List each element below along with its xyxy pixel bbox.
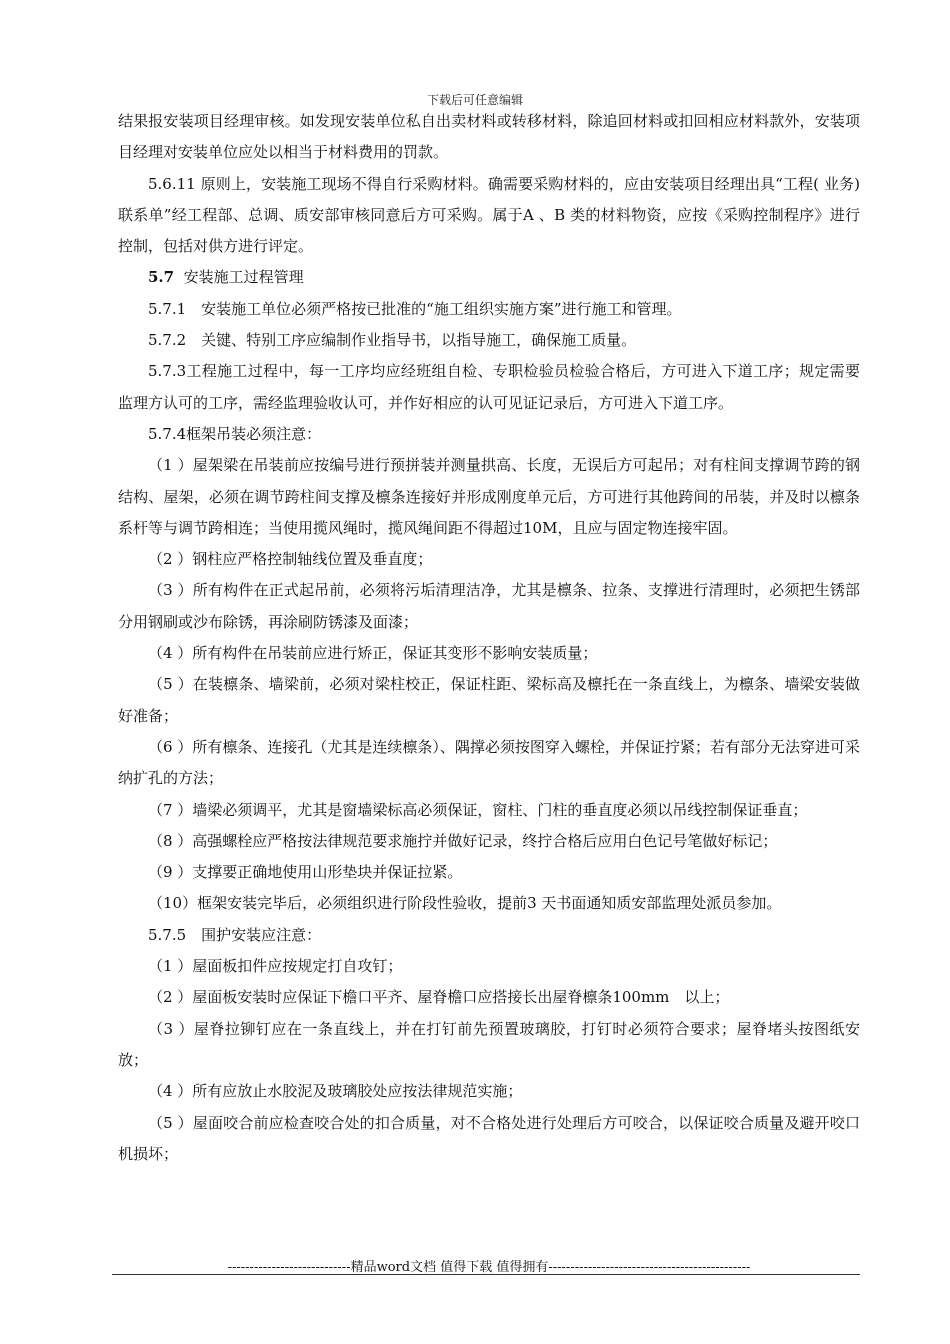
- paragraph: 5.7.3工程施工过程中，每一工序均应经班组自检、专职检验员检验合格后，方可进入下道工序；规定需要监理方认可的工序，需经监理验收认可，并作好相应的认可见证记录后，方可进入下道工序。: [118, 362, 860, 412]
- paragraph: 5.7.1 安装施工单位必须严格按已批准的“施工组织实施方案”进行施工和管理。: [148, 299, 682, 318]
- paragraph: 结果报安装项目经理审核。如发现安装单位私自出卖材料或转移材料，除追回材料或扣回相应材料款外，安装项目经理对安装单位应处以相当于材料费用的罚款。: [118, 112, 860, 162]
- paragraph: 5.7.2 关键、特别工序应编制作业指导书，以指导施工，确保施工质量。: [148, 331, 637, 350]
- footer-divider: [112, 1274, 860, 1275]
- paragraph: 5.7.5 围护安装应注意：: [148, 925, 322, 944]
- list-item: （5 ）屋面咬合前应检查咬合处的扣合质量，对不合格处进行处理后方可咬合，以保证咬合质量及避开咬口机损坏；: [118, 1113, 860, 1163]
- list-item: （8 ）高强螺栓应严格按法律规范要求施拧并做好记录，终拧合格后应用白色记号笔做好标记；: [148, 831, 778, 850]
- section-number: 5.7: [148, 268, 175, 287]
- list-item: （4 ）所有构件在吊装前应进行矫正，保证其变形不影响安装质量；: [148, 644, 598, 663]
- list-item: （7 ）墙梁必须调平，尤其是窗墙梁标高必须保证，窗柱、门柱的垂直度必须以吊线控制保证垂直；: [148, 800, 808, 819]
- section-title: 安装施工过程管理: [183, 268, 304, 287]
- paragraph: 5.6.11 原则上，安装施工现场不得自行采购材料。确需要采购材料的，应由安装项目经理出具“工程( 业务) 联系单”经工程部、总调、质安部审核同意后方可采购。属于A 、B 类的材料物资，应按《采购控制程序》进行控制，包括对供方进行评定。: [118, 174, 860, 256]
- list-item: （3 ）屋脊拉铆钉应在一条直线上，并在打钉前先预置玻璃胶，打钉时必须符合要求；屋脊堵头按图纸安放；: [118, 1019, 860, 1069]
- list-item: （9 ）支撑要正确地使用山形垫块并保证拉紧。: [148, 863, 463, 882]
- list-item: （3 ）所有构件在正式起吊前，必须将污垢清理洁净，尤其是檩条、拉条、支撑进行清理时，必须把生锈部分用钢刷或沙布除锈，再涂刷防锈漆及面漆；: [118, 581, 860, 631]
- document-body: [118, 106, 860, 1170]
- list-item: （1 ）屋架梁在吊装前应按编号进行预拼装并测量拱高、长度，无误后方可起吊；对有柱间支撑调节跨的钢结构、屋架，必须在调节跨柱间支撑及檩条连接好并形成刚度单元后，方可进行其他跨间的吊装，并及时以檩条系杆等与调节跨相连；当使用揽风绳时，揽风绳间距不得超过10M，且应与固定物连接牢固。: [118, 456, 860, 537]
- list-item: （6 ）所有檩条、连接孔（尤其是连续檩条）、隅撑必须按图穿入螺栓，并保证拧紧；若有部分无法穿进可采纳扩孔的方法；: [118, 737, 860, 788]
- list-item: （4 ）所有应放止水胶泥及玻璃胶处应按法律规范实施；: [148, 1082, 523, 1101]
- list-item: （10）框架安装完毕后，必须组织进行阶段性验收，提前3 天书面通知质安部监理处派员参加。: [148, 894, 782, 913]
- page-footer: ----------------------------精品word文档 值得下载 值得拥有----------------------------------------------: [227, 1260, 751, 1275]
- list-item: （5 ）在装檩条、墙梁前，必须对梁柱校正，保证柱距、梁标高及檩托在一条直线上，为檩条、墙梁安装做好准备；: [118, 675, 860, 725]
- list-item: （1 ）屋面板扣件应按规定打自攻钉；: [148, 957, 403, 976]
- list-item: （2 ）屋面板安装时应保证下檐口平齐、屋脊檐口应搭接长出屋脊檩条100mm 以上；: [148, 988, 730, 1007]
- list-item: （2 ）钢柱应严格控制轴线位置及垂直度；: [148, 550, 433, 569]
- paragraph: 5.7.4框架吊装必须注意：: [148, 424, 322, 443]
- page-header: 下载后可任意编辑: [426, 93, 523, 107]
- section-heading: [118, 262, 860, 293]
